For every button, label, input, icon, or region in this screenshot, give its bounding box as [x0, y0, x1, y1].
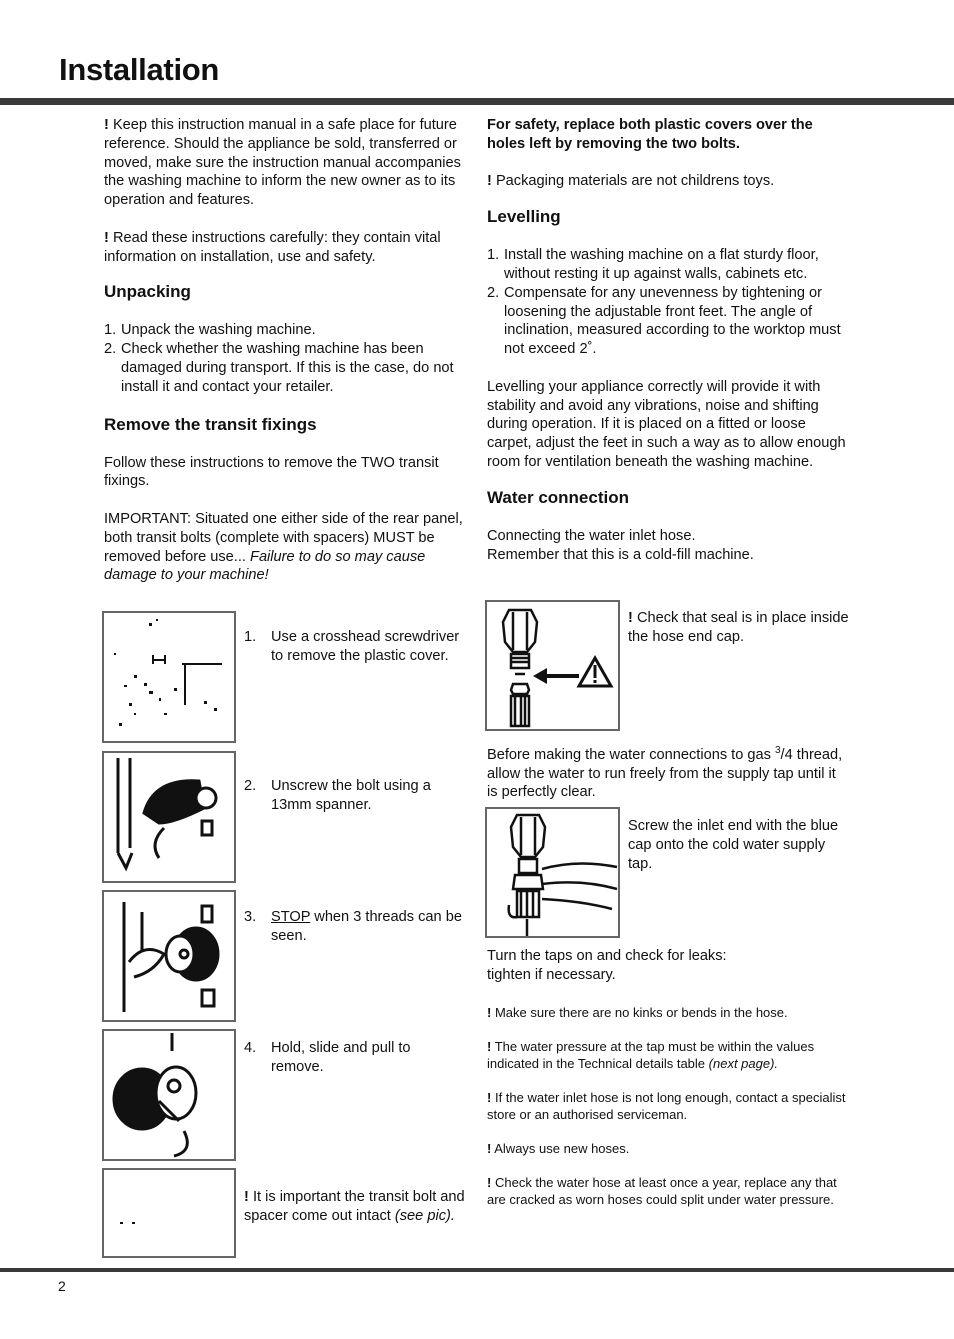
right-column [487, 116, 849, 564]
spacer-illustration [102, 1168, 236, 1258]
exclamation-mark: ! [104, 229, 109, 246]
transit-heading: Remove the transit fixings [104, 414, 317, 434]
transit-important: IMPORTANT: Situated one either side of the rear panel, both transit bolts (complete with spacers) MUST be removed before use... Failure to do so may cause damage to your machine! [104, 510, 463, 584]
list-item: 2. Compensate for any unevenness by tightening or loosening the adjustable front feet. The angle of inclination, measured according to the worktop must not exceed 2˚. [487, 284, 841, 358]
intro-text-1: Keep this instruction manual in a safe place for future reference. Should the appliance be sold, transferred or moved, make sure the instruction manual accompanies the washing machine to inform the new owner as to its operation and features. [104, 117, 461, 209]
packaging-note: ! Packaging materials are not childrens toys. [487, 173, 775, 190]
bolt-threads-illustration [102, 890, 236, 1022]
unpacking-steps [104, 321, 468, 396]
exclamation-mark: ! [487, 173, 492, 190]
levelling-paragraph: Levelling your appliance correctly will provide it with stability and avoid any vibrations, noise and shifting during operation. If it is placed on a fitted or loose carpet, adjust the feet in such a way as to allow enough room for ventilation beneath the washing machine. [487, 378, 846, 470]
figure-caption-1: 1. Use a crosshead screwdriver to remove the plastic cover. [244, 629, 460, 664]
page-title: Installation [59, 52, 220, 87]
footer-rule [0, 1268, 954, 1272]
safety-covers-note: For safety, replace both plastic covers over the holes left by removing the two bolts. [487, 117, 813, 152]
taps-line-2: tighten if necessary. [487, 966, 616, 983]
levelling-steps [487, 246, 849, 359]
unpacking-heading: Unpacking [104, 282, 191, 302]
bolt-pull-illustration [102, 1029, 236, 1161]
note-check-yearly: ! Check the water hose at least once a year, replace any that are cracked as worn hoses could split under water pressure. [487, 1174, 837, 1207]
transit-warning: Failure to do so may cause damage to your machine! [104, 548, 426, 584]
figure-caption-2: 2. Unscrew the bolt using a 13mm spanner. [244, 778, 431, 813]
intro-text-2: Read these instructions carefully: they contain vital information on installation, use and safety. [104, 229, 441, 265]
water-heading: Water connection [487, 487, 629, 507]
water-intro-2: Remember that this is a cold-fill machine. [487, 546, 754, 563]
figure-caption-3: 3. STOP when 3 threads can be seen. [244, 909, 462, 944]
exclamation-mark: ! [244, 1189, 249, 1205]
hose-seal-illustration [485, 600, 620, 731]
left-column [104, 116, 468, 585]
exclamation-mark: ! [104, 117, 109, 133]
list-item: 1. Install the washing machine on a flat sturdy floor, without resting it up against walls, cabinets etc. [487, 247, 819, 282]
seal-note: ! Check that seal is in place inside the hose end cap. [628, 610, 849, 645]
note-kinks: ! Make sure there are no kinks or bends in the hose. [487, 1004, 788, 1020]
tap-connection-illustration [485, 807, 620, 938]
screw-note: Screw the inlet end with the blue cap onto the cold water supply tap. [628, 818, 839, 872]
intro-note-1 [104, 116, 468, 210]
transit-intro: Follow these instructions to remove the TWO transit fixings. [104, 454, 439, 490]
figure-caption-4: 4. Hold, slide and pull to remove. [244, 1040, 411, 1075]
before-connections-text: Before making the water connections to gas $^3$/4 thread, allow the water to run freely from the supply tap until it is perfectly clear. [487, 745, 843, 801]
levelling-heading: Levelling [487, 207, 561, 227]
water-intro-1: Connecting the water inlet hose. [487, 527, 696, 544]
transit-final-note: ! It is important the transit bolt and spacer come out intact (see pic). [244, 1189, 465, 1224]
note-hose-length: ! If the water inlet hose is not long enough, contact a specialist store or an authorised serviceman. [487, 1089, 846, 1122]
list-item: 2. Check whether the washing machine has been damaged during transport. If this is the case, do not install it and contact your retailer. [104, 341, 454, 395]
intro-note-2 [104, 229, 468, 267]
exclamation-mark: ! [628, 610, 633, 626]
water-notes [487, 947, 849, 1208]
warning-icon [579, 658, 611, 686]
stop-word: STOP [271, 909, 311, 925]
spanner-illustration [102, 751, 236, 883]
screwdriver-illustration [102, 611, 236, 743]
list-item: 1. Unpack the washing machine. [104, 322, 316, 339]
note-new-hoses: ! Always use new hoses. [487, 1140, 630, 1156]
header-rule [0, 98, 954, 105]
taps-line-1: Turn the taps on and check for leaks: [487, 948, 727, 964]
page-number: 2 [58, 1278, 66, 1294]
note-pressure: ! The water pressure at the tap must be within the values indicated in the Technical details table (next page). [487, 1038, 815, 1071]
